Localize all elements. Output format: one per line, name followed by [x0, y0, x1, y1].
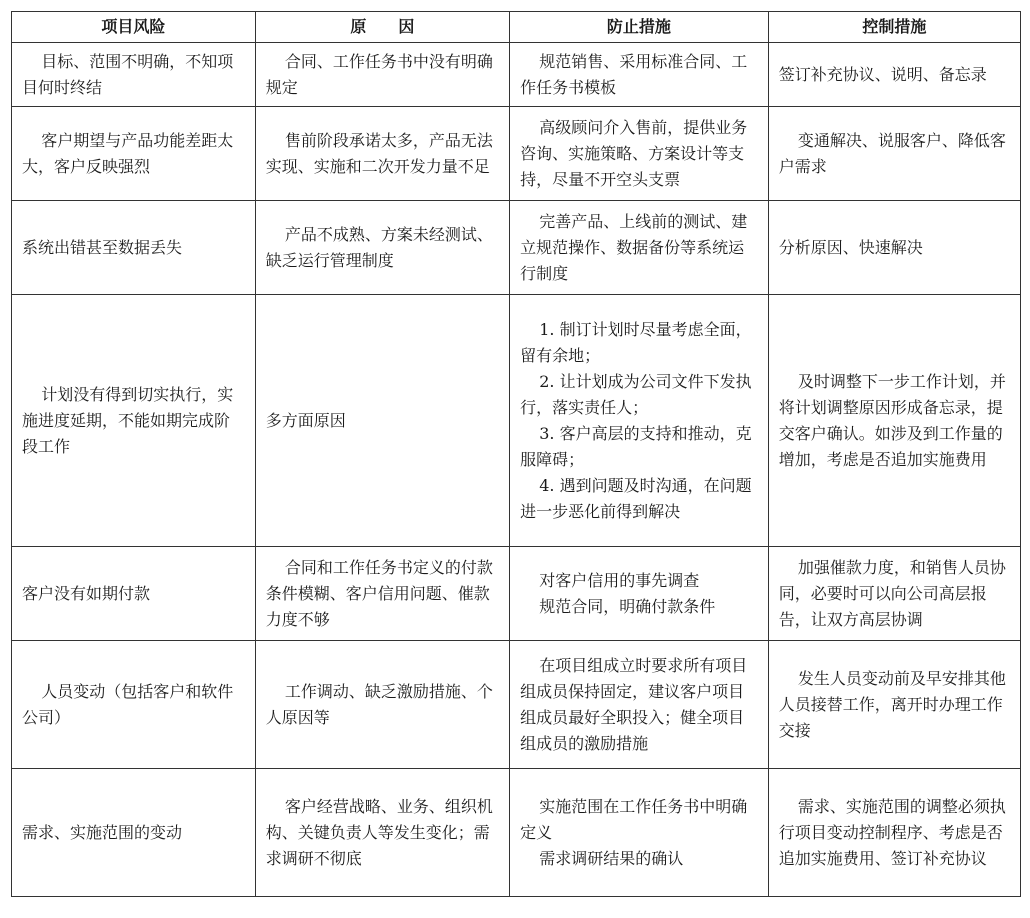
header-cause: 原 因 [255, 12, 509, 43]
risk-cell: 目标、范围不明确，不知项目何时终结 [12, 43, 256, 107]
table-row [12, 769, 1021, 897]
control-cell: 加强催款力度，和销售人员协同，必要时可以向公司高层报告，让双方高层协调 [768, 547, 1020, 641]
table-row [12, 107, 1021, 201]
control-cell: 变通解决、说服客户、降低客户需求 [768, 107, 1020, 201]
table-row [12, 295, 1021, 547]
control-cell: 签订补充协议、说明、备忘录 [768, 43, 1020, 107]
prevention-cell [510, 107, 769, 201]
prevention-cell [510, 295, 769, 547]
cause-cell: 客户经营战略、业务、组织机构、关键负责人等发生变化；需求调研不彻底 [255, 769, 509, 897]
header-prevention: 防止措施 [510, 12, 769, 43]
table-row [12, 43, 1021, 107]
header-risk: 项目风险 [12, 12, 256, 43]
prevention-cell [510, 641, 769, 769]
prevention-item: 2. 让计划成为公司文件下发执行，落实责任人； [520, 371, 752, 417]
prevention-cell [510, 769, 769, 897]
control-cell: 发生人员变动前及早安排其他人员接替工作，离开时办理工作交接 [768, 641, 1020, 769]
header-row [12, 12, 1021, 43]
prevention-item: 在项目组成立时要求所有项目组成员保持固定，建议客户项目组成员最好全职投入；健全项目组成员的激励措施 [520, 655, 748, 753]
control-cell: 需求、实施范围的调整必须执行项目变动控制程序、考虑是否追加实施费用、签订补充协议 [768, 769, 1020, 897]
cause-cell: 工作调动、缺乏激励措施、个人原因等 [255, 641, 509, 769]
prevention-item: 对客户信用的事先调查 [539, 570, 700, 590]
table-row [12, 547, 1021, 641]
prevention-item: 实施范围在工作任务书中明确定义 [520, 796, 748, 842]
prevention-item: 规范合同，明确付款条件 [539, 596, 716, 616]
header-control: 控制措施 [768, 12, 1020, 43]
prevention-cell [510, 547, 769, 641]
risk-cell: 人员变动（包括客户和软件公司） [12, 641, 256, 769]
prevention-item: 1. 制订计划时尽量考虑全面，留有余地； [520, 319, 752, 365]
control-cell: 分析原因、快速解决 [768, 201, 1020, 295]
risk-cell: 系统出错甚至数据丢失 [12, 201, 256, 295]
risk-cell: 客户期望与产品功能差距太大，客户反映强烈 [12, 107, 256, 201]
cause-cell: 合同和工作任务书定义的付款条件模糊、客户信用问题、催款力度不够 [255, 547, 509, 641]
risk-cell: 需求、实施范围的变动 [12, 769, 256, 897]
table-row [12, 201, 1021, 295]
prevention-item: 4. 遇到问题及时沟通，在问题进一步恶化前得到解决 [520, 475, 752, 521]
risk-table [11, 11, 1021, 897]
prevention-item: 规范销售、采用标准合同、工作任务书模板 [520, 51, 748, 97]
cause-cell: 售前阶段承诺太多，产品无法实现、实施和二次开发力量不足 [255, 107, 509, 201]
risk-cell: 客户没有如期付款 [12, 547, 256, 641]
table-row [12, 641, 1021, 769]
prevention-cell [510, 201, 769, 295]
control-cell: 及时调整下一步工作计划，并将计划调整原因形成备忘录，提交客户确认。如涉及到工作量的增加，考虑是否追加实施费用 [768, 295, 1020, 547]
prevention-cell [510, 43, 769, 107]
cause-cell: 多方面原因 [255, 295, 509, 547]
prevention-item: 高级顾问介入售前，提供业务咨询、实施策略、方案设计等支持，尽量不开空头支票 [520, 117, 748, 189]
prevention-item: 完善产品、上线前的测试、建立规范操作、数据备份等系统运行制度 [520, 211, 748, 283]
prevention-item: 需求调研结果的确认 [539, 848, 684, 868]
prevention-item: 3. 客户高层的支持和推动，克服障碍； [520, 423, 752, 469]
risk-cell: 计划没有得到切实执行，实施进度延期，不能如期完成阶段工作 [12, 295, 256, 547]
cause-cell: 产品不成熟、方案未经测试、缺乏运行管理制度 [255, 201, 509, 295]
cause-cell: 合同、工作任务书中没有明确规定 [255, 43, 509, 107]
